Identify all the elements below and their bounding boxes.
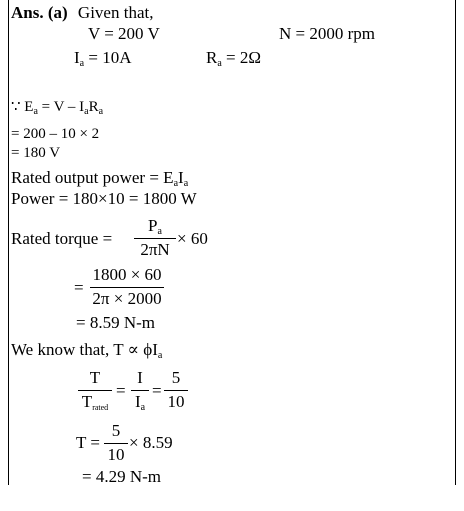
ratio-equals-1: = bbox=[116, 381, 126, 400]
torque-fraction-1: $P_a$ 2πN bbox=[134, 216, 176, 260]
emf-formula: ∵ $E_a = V - I_aR_a$ bbox=[11, 99, 104, 117]
rated-output-power: Rated output power = $E_aI_a$ bbox=[11, 168, 189, 189]
torque-fraction-2: 1800 × 60 2π × 2000 bbox=[90, 265, 164, 309]
ratio-fraction-3: 5 10 bbox=[164, 368, 188, 414]
torque-times-value: × 8.59 bbox=[129, 433, 173, 452]
final-torque-result: = 4.29 N-m bbox=[82, 467, 161, 486]
given-that-label: Given that, bbox=[77, 3, 154, 22]
ratio-equals-2: = bbox=[152, 381, 162, 400]
emf-step-2: = 180 V bbox=[11, 145, 61, 161]
emf-step-1: = 200 – 10 × 2 bbox=[11, 126, 100, 142]
ratio-fraction-1: T Trated bbox=[78, 368, 112, 414]
rated-torque-result: = 8.59 N-m bbox=[76, 313, 155, 332]
voltage-value: V = 200 V bbox=[88, 24, 160, 43]
power-calculation: Power = 180×10 = 1800 W bbox=[11, 189, 197, 208]
armature-resistance: $R_a = 2\Omega$ bbox=[206, 48, 262, 69]
equals-sign-1: = bbox=[74, 278, 84, 297]
torque-fraction-final: 5 10 bbox=[104, 421, 128, 467]
speed-value: N = 2000 rpm bbox=[279, 24, 375, 43]
answer-label: Ans. (a) bbox=[11, 3, 68, 22]
ratio-fraction-2: I $I_a$ bbox=[131, 368, 149, 414]
given-line bbox=[11, 3, 153, 23]
rated-torque-label: Rated torque = bbox=[11, 229, 113, 248]
torque-equation-label: T = bbox=[76, 433, 100, 452]
armature-current: $I_a = 10A$ bbox=[74, 48, 132, 69]
times-sixty: × 60 bbox=[177, 229, 208, 248]
proportionality-statement: We know that, $T \propto \phi I_a$ bbox=[11, 340, 163, 361]
